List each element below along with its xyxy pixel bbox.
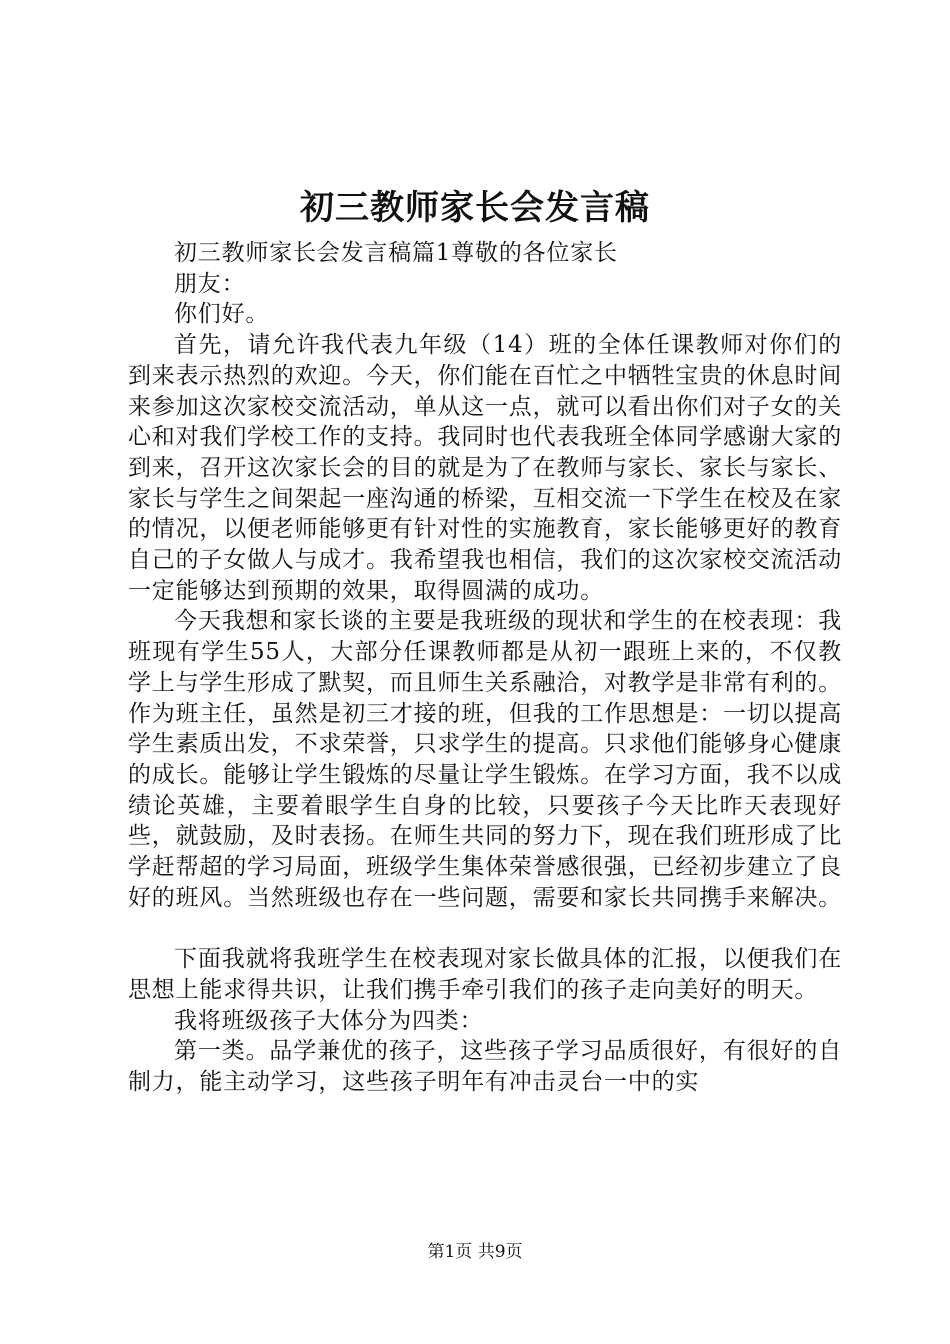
paragraph: 你们好。 <box>174 301 270 328</box>
page-footer: 第1页 共9页 <box>427 1242 523 1262</box>
paragraph: 第一类。品学兼优的孩子，这些孩子学习品质很好，有很好的自制力，能主动学习，这些孩子明年有冲击灵台一中的实 <box>128 1038 842 1095</box>
document-body <box>128 238 842 1098</box>
paragraph: 今天我想和家长谈的主要是我班级的现状和学生的在校表现：我班现有学生55人，大部分任课教师都是从初一跟班上来的，不仅教学上与学生形成了默契，而且师生关系融洽，对教学是非常有利的。作为班主任，虽然是初三才接的班，但我的工作思想是：一切以提高学生素质出发，不求荣誉，只求学生的提高。只求他们能够身心健康的成长。能够让学生锻炼的尽量让学生锻炼。在学习方面，我不以成绩论英雄，主要着眼学生自身的比较，只要孩子今天比昨天表现好些，就鼓励，及时表扬。在师生共同的努力下，现在我们班形成了比学赶帮超的学习局面，班级学生集体荣誉感很强，已经初步建立了良好的班风。当然班级也存在一些问题，需要和家长共同携手来解决。 <box>128 608 842 911</box>
document-title: 初三教师家长会发言稿 <box>300 188 650 228</box>
paragraph: 我将班级孩子大体分为四类： <box>174 1007 484 1034</box>
paragraph: 下面我就将我班学生在校表现对家长做具体的汇报，以便我们在思想上能求得共识，让我们携手牵引我们的孩子走向美好的明天。 <box>128 946 842 1003</box>
paragraph: 朋友： <box>174 270 246 297</box>
paragraph: 首先，请允许我代表九年级（14）班的全体任课教师对你们的到来表示热烈的欢迎。今天，你们能在百忙之中牺牲宝贵的休息时间来参加这次家校交流活动，单从这一点，就可以看出你们对子女的关心和对我们学校工作的支持。我同时也代表我班全体同学感谢大家的到来，召开这次家长会的目的就是为了在教师与家长、家长与家长、家长与学生之间架起一座沟通的桥梁，互相交流一下学生在校及在家的情况，以便老师能够更有针对性的实施教育，家长能够更好的教育自己的子女做人与成才。我希望我也相信，我们的这次家校交流活动一定能够达到预期的效果，取得圆满的成功。 <box>128 332 842 604</box>
paragraph: 初三教师家长会发言稿篇1尊敬的各位家长 <box>174 240 618 266</box>
